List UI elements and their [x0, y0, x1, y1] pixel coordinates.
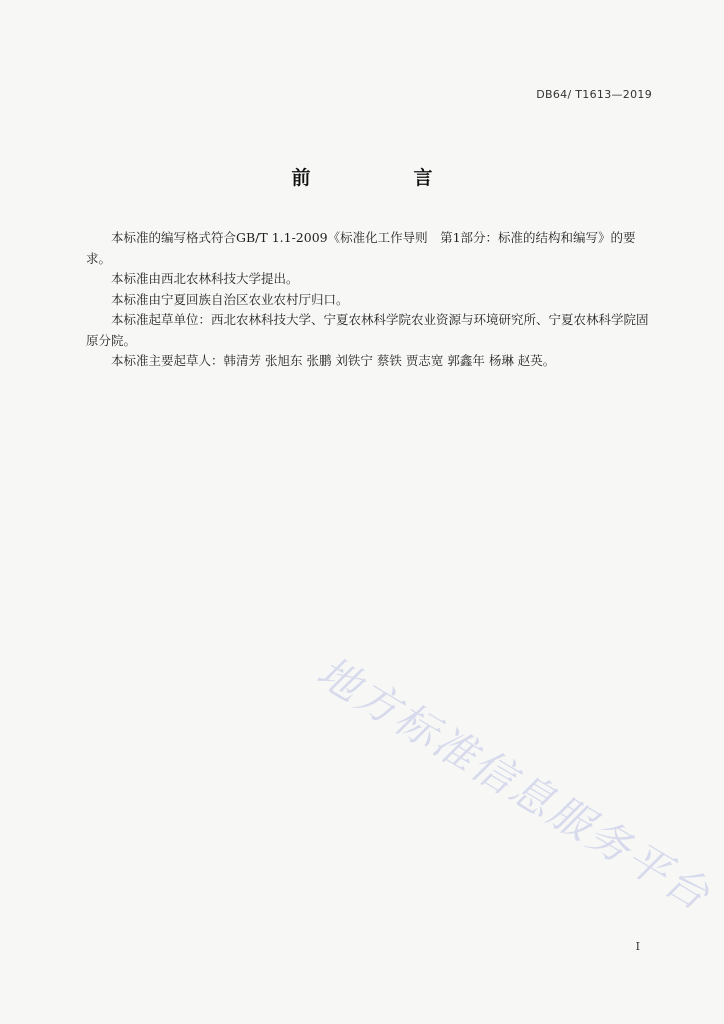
preface-body: [86, 228, 660, 372]
preface-paragraph-drafting-units: 本标准起草单位：西北农林科技大学、宁夏农林科学院农业资源与环境研究所、宁夏农林科学院固原分院。: [86, 312, 649, 348]
preface-paragraph-administrator: 本标准由宁夏回族自治区农业农村厅归口。: [111, 291, 349, 307]
standard-code: DB64/ T1613—2019: [536, 88, 652, 101]
watermark-text: 地方标准信息服务平台: [308, 646, 720, 921]
page-title: 前 言: [291, 167, 475, 189]
preface-paragraph-proposer: 本标准由西北农林科技大学提出。: [111, 271, 299, 286]
preface-paragraph-format: 本标准的编写格式符合GB/T 1.1-2009《标准化工作导则 第1部分：标准的结构和编写》的要求。: [86, 230, 636, 266]
page-number: I: [635, 940, 640, 953]
preface-paragraph-drafters: 本标准主要起草人：韩清芳 张旭东 张鹏 刘铁宁 蔡铁 贾志宽 郭鑫年 杨琳 赵英。: [111, 353, 556, 368]
